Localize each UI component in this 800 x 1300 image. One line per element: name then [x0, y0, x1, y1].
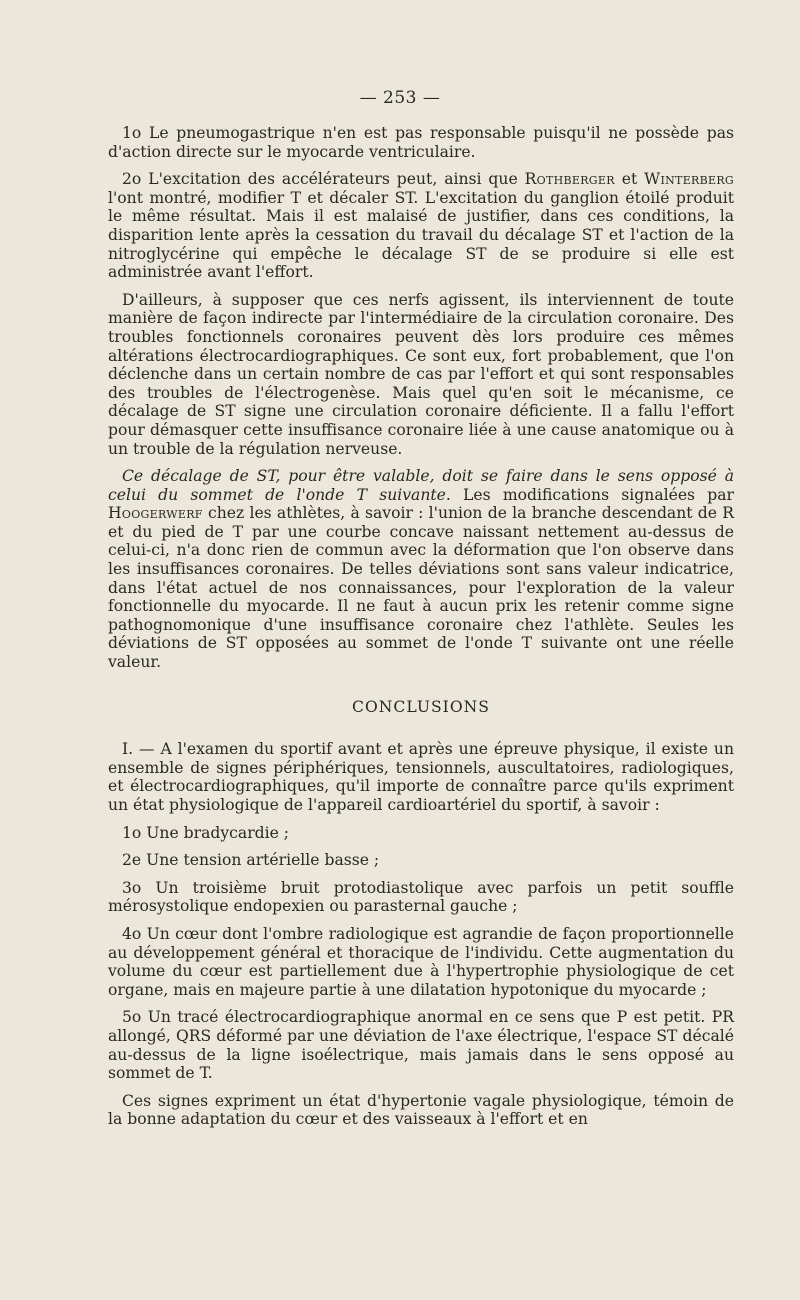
conclusion-item-5: 5o Un tracé électrocardiographique anormal en ce sens que P est petit. PR allongé, QRS déformé par une déviation de l'axe électrique, l'espace ST décalé au-dessus de la ligne isoélectrique, mais jamais dans le sens opposé au sommet de T. [108, 1008, 734, 1083]
paragraph-2-rest: l'ont montré, modifier T et décaler ST. L'excitation du ganglion étoilé produit le même résultat. Mais il est malaisé de justifier, dans ces conditions, la disparition lente après la cessation du travail du décalage ST et l'action de la nitroglycérine qui empêche le décalage ST de se produire si elle est administrée avant l'effort. [108, 188, 734, 282]
conclusions-intro: I. — A l'examen du sportif avant et après une épreuve physique, il existe un ensemble de signes périphériques, tensionnels, auscultatoires, radiologiques, et électrocardiographiques, qu'il importe de connaître parce qu'ils expriment un état physiologique de l'appareil cardioartériel du sportif, à savoir : [108, 740, 734, 814]
conclusion-item-3: 3o Un troisième bruit protodiastolique avec parfois un petit souffle mérosystolique endopexien ou parasternal gauche ; [108, 878, 734, 916]
paragraph-4-start: Les modifications signalées par [450, 485, 734, 504]
paragraph-2-start: 2o L'excitation des accélérateurs peut, ainsi que [122, 170, 525, 189]
author-hoogerwerf: Hoogerwerf [108, 504, 203, 523]
conclusions-heading: CONCLUSIONS [352, 697, 490, 716]
conclusion-item-1: 1o Une bradycardie ; [122, 823, 290, 842]
conclusion-item-4: 4o Un cœur dont l'ombre radiologique est agrandie de façon proportionnelle au développement général et thoracique de l'individu. Cette augmentation du volume du cœur est partiellement due à l'hypertrophie physiologique de cet organe, mais en majeure partie à une dilatation hypotonique du myocarde ; [108, 924, 734, 999]
author-rothberger: Rothberger [524, 170, 615, 189]
italic-statement: Ce décalage de ST, pour être valable, doit se faire dans le sens opposé à celui du sommet de l'onde T suivante. [108, 467, 734, 504]
paragraph-3: D'ailleurs, à supposer que ces nerfs agissent, ils interviennent de toute manière de façon indirecte par l'intermédiaire de la circulation coronaire. Des troubles fonctionnels coronaires peuvent dès lors produire ces mêmes altérations électrocardiographiques. Ce sont eux, fort probablement, que l'on déclenche dans un certain nombre de cas par l'effort et qui sont responsables des troubles de l'électrogenèse. Mais quel qu'en soit le mécanisme, ce décalage de ST signe une circulation coronaire déficiente. Il a fallu l'effort pour démasquer cette insuffisance coronaire liée à une cause anatomique ou à un trouble de la régulation nerveuse. [108, 290, 734, 458]
page-number: — 253 — [359, 88, 441, 108]
page-body [108, 124, 734, 1138]
closing-paragraph: Ces signes expriment un état d'hypertonie vagale physiologique, témoin de la bonne adaptation du cœur et des vaisseaux à l'effort et en [108, 1091, 734, 1129]
paragraph-2 [108, 170, 734, 282]
paragraph-2-and: et [614, 170, 645, 189]
paragraph-4-rest: chez les athlètes, à savoir : l'union de la branche descendant de R et du pied de T par une courbe concave naissant nettement au-dessus de celui-ci, n'a donc rien de commun avec la déformation que l'on observe dans les insuffisances coronaires. De telles déviations sont sans valeur indicatrice, dans l'état actuel de nos connaissances, pour l'exploration de la valeur fonctionnelle du myocarde. Il ne faut à aucun prix les retenir comme signe pathognomonique d'une insuffisance coronaire chez l'athlète. Seules les déviations de ST opposées au sommet de l'onde T suivante ont une réelle valeur. [108, 504, 734, 672]
conclusions-list [108, 824, 734, 1083]
paragraph-4 [108, 467, 734, 672]
paragraph-1: 1o Le pneumogastrique n'en est pas responsable puisqu'il ne possède pas d'action directe sur le myocarde ventriculaire. [108, 124, 734, 161]
conclusion-item-2: 2e Une tension artérielle basse ; [122, 851, 380, 870]
author-winterberg: Winterberg [644, 170, 734, 189]
